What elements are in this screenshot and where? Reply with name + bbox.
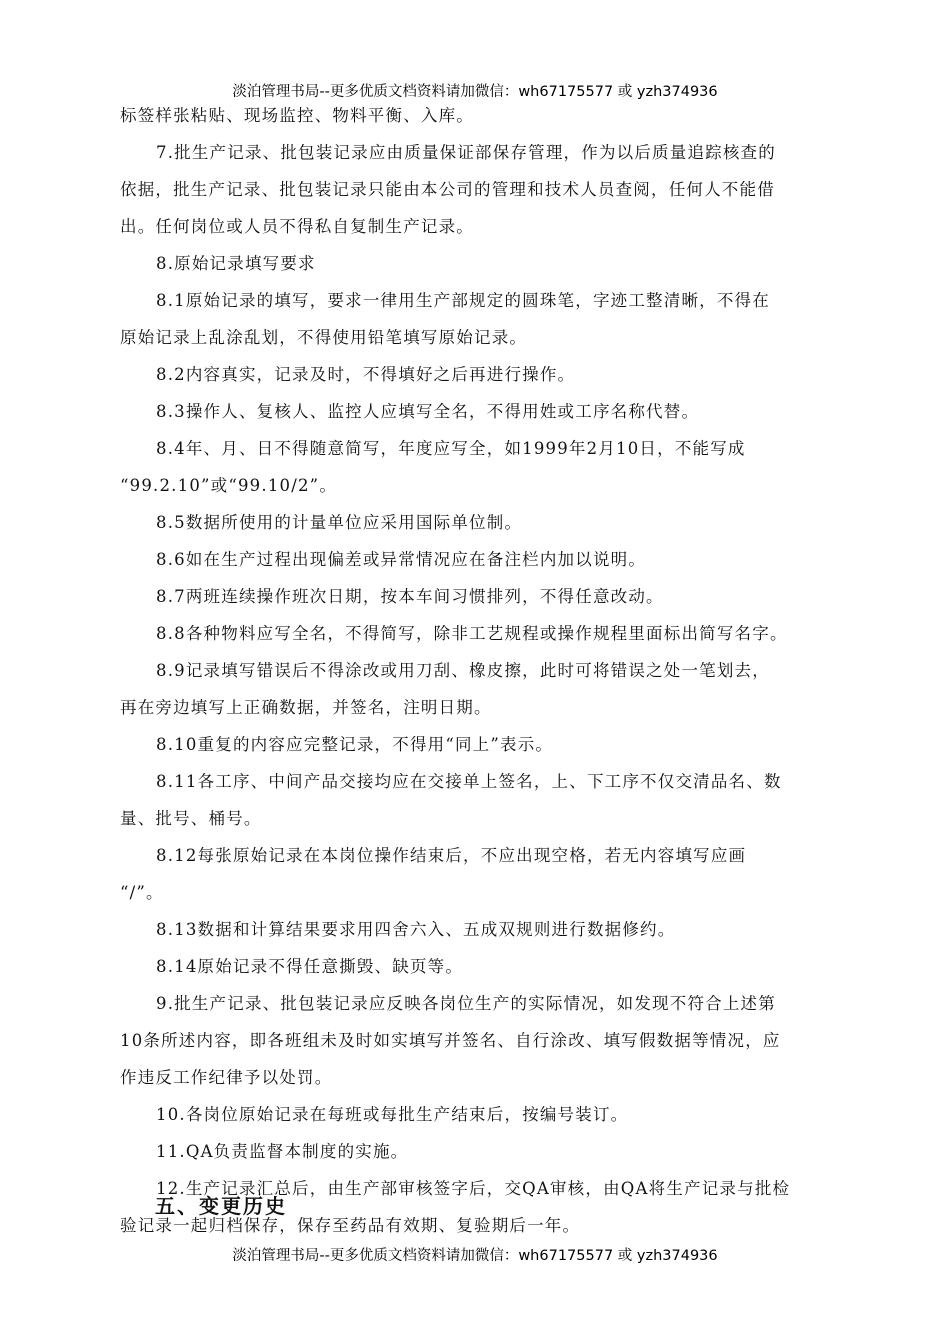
text-line: 8.13数据和计算结果要求用四舍六入、五成双规则进行数据修约。 <box>156 920 676 939</box>
body-text <box>120 97 832 1244</box>
text-line: 9.批生产记录、批包装记录应反映各岗位生产的实际情况，如发现不符合上述第 <box>156 994 776 1013</box>
text-line: 7.批生产记录、批包装记录应由质量保证部保存管理，作为以后质量追踪核查的 <box>156 143 776 162</box>
text-line: 8.10重复的内容应完整记录，不得用“同上”表示。 <box>156 735 554 754</box>
text-line: 标签样张粘贴、现场监控、物料平衡、入库。 <box>120 106 474 125</box>
text-line: 作违反工作纪律予以处罚。 <box>120 1068 333 1087</box>
text-line: “/”。 <box>120 883 164 902</box>
text-line: 量、批号、桶号。 <box>120 809 262 828</box>
text-line: 验记录一起归档保存，保存至药品有效期、复验期后一年。 <box>120 1216 581 1235</box>
text-line: 12.生产记录汇总后，由生产部审核签字后，交QA审核，由QA将生产记录与批检 <box>156 1179 791 1198</box>
text-line: 8.11各工序、中间产品交接均应在交接单上签名，上、下工序不仅交清品名、数 <box>156 772 782 791</box>
text-line: 8.3操作人、复核人、监控人应填写全名，不得用姓或工序名称代替。 <box>156 402 700 421</box>
text-line: “99.2.10”或“99.10/2”。 <box>120 476 338 495</box>
section-heading: 五、变更历史 <box>155 1194 287 1218</box>
text-line: 8.1原始记录的填写，要求一律用生产部规定的圆珠笔，字迹工整清晰，不得在 <box>156 291 770 310</box>
text-line: 10.各岗位原始记录在每班或每批生产结束后，按编号装订。 <box>156 1105 629 1124</box>
text-line: 8.7两班连续操作班次日期，按本车间习惯排列，不得任意改动。 <box>156 587 664 606</box>
text-line: 8.4年、月、日不得随意简写，年度应写全，如1999年2月10日，不能写成 <box>156 439 746 458</box>
text-line: 原始记录上乱涂乱划，不得使用铅笔填写原始记录。 <box>120 328 528 347</box>
text-line: 11.QA负责监督本制度的实施。 <box>156 1142 409 1161</box>
text-line: 依据，批生产记录、批包装记录只能由本公司的管理和技术人员查阅，任何人不能借 <box>120 180 775 199</box>
text-line: 8.5数据所使用的计量单位应采用国际单位制。 <box>156 513 523 532</box>
text-line: 8.9记录填写错误后不得涂改或用刀刮、橡皮擦，此时可将错误之处一笔划去， <box>156 661 770 680</box>
text-line: 再在旁边填写上正确数据，并签名，注明日期。 <box>120 698 492 717</box>
text-line: 8.14原始记录不得任意撕毁、缺页等。 <box>156 957 464 976</box>
text-line: 10条所述内容，即各班组未及时如实填写并签名、自行涂改、填写假数据等情况，应 <box>120 1031 781 1050</box>
text-line: 出。任何岗位或人员不得私自复制生产记录。 <box>120 217 474 236</box>
page-header-watermark: 淡泊管理书局--更多优质文档资料请加微信：wh67175577 或 yzh374936 <box>232 84 718 100</box>
text-line: 8.8各种物料应写全名，不得简写，除非工艺规程或操作规程里面标出简写名字。 <box>156 624 788 643</box>
text-line: 8.2内容真实，记录及时，不得填好之后再进行操作。 <box>156 365 576 384</box>
page-footer-watermark: 淡泊管理书局--更多优质文档资料请加微信：wh67175577 或 yzh374936 <box>232 1248 718 1264</box>
text-line: 8.原始记录填写要求 <box>156 254 316 273</box>
text-line: 8.6如在生产过程出现偏差或异常情况应在备注栏内加以说明。 <box>156 550 647 569</box>
text-line: 8.12每张原始记录在本岗位操作结束后，不应出现空格，若无内容填写应画 <box>156 846 747 865</box>
